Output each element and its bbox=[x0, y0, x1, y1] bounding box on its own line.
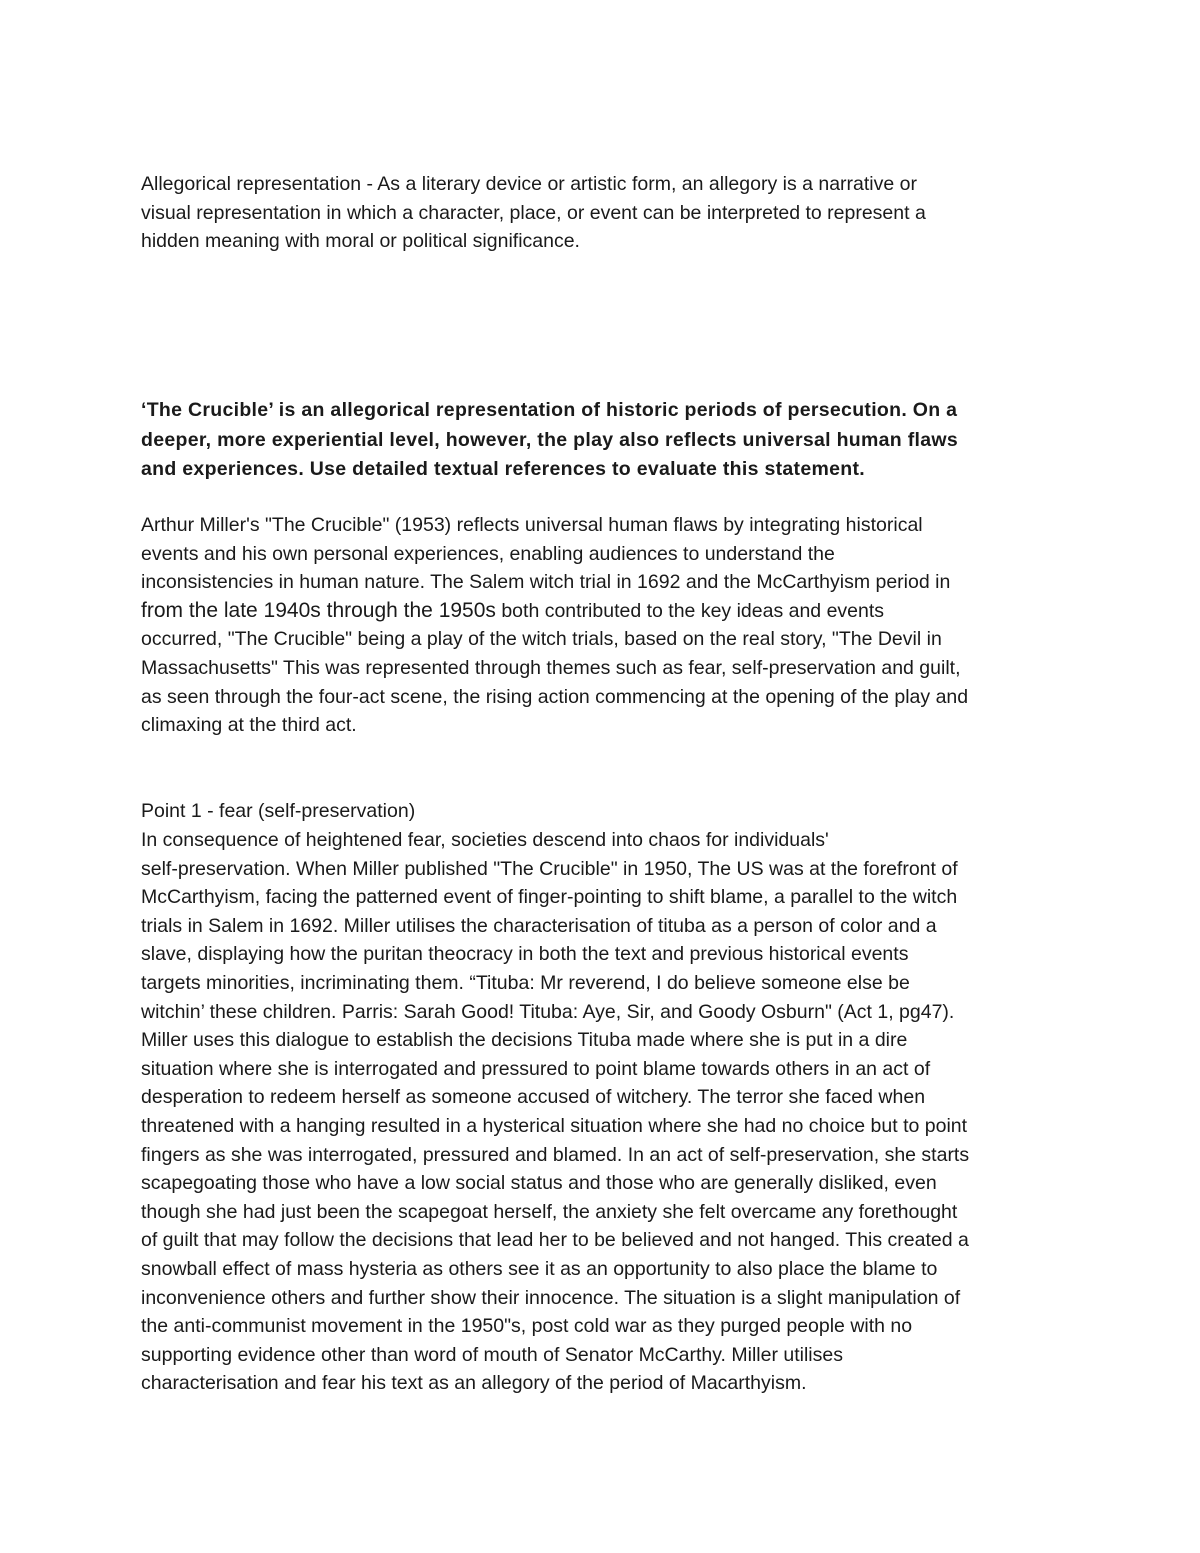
text-line: situation where she is interrogated and pressured to point blame towards others in an act of bbox=[141, 1057, 931, 1080]
text-line: climaxing at the third act. bbox=[141, 714, 357, 737]
text-line: hidden meaning with moral or political significance. bbox=[141, 230, 580, 253]
text-line: Miller uses this dialogue to establish the decisions Tituba made where she is put in a dire bbox=[141, 1029, 908, 1052]
text-line: Arthur Miller's "The Crucible" (1953) reflects universal human flaws by integrating historical bbox=[141, 514, 923, 536]
text-line: inconsistencies in human nature. The Salem witch trial in 1692 and the McCarthyism period in bbox=[141, 571, 951, 594]
text-line: characterisation and fear his text as an allegory of the period of Macarthyism. bbox=[141, 1372, 807, 1395]
text-line: witchin’ these children. Parris: Sarah Good! Tituba: Aye, Sir, and Goody Osburn" (Act 1, pg47). bbox=[141, 1000, 955, 1023]
text-line: the anti-communist movement in the 1950"s, post cold war as they purged people with no bbox=[141, 1315, 913, 1338]
text-line: targets minorities, incriminating them. “Tituba: Mr reverend, I do believe someone else be bbox=[141, 971, 910, 994]
text-line: events and his own personal experiences, enabling audiences to understand the bbox=[141, 542, 835, 565]
text-line: Massachusetts" This was represented through themes such as fear, self-preservation and guilt, bbox=[141, 656, 961, 679]
text-line: occurred, "The Crucible" being a play of the witch trials, based on the real story, "The Devil in bbox=[141, 628, 942, 651]
text-line: deeper, more experiential level, however, the play also reflects universal human flaws bbox=[141, 428, 958, 451]
text-line: as seen through the four-act scene, the rising action commencing at the opening of the play and bbox=[141, 685, 969, 708]
text-line: slave, displaying how the puritan theocracy in both the text and previous historical events bbox=[141, 943, 909, 966]
point-body-paragraph bbox=[141, 826, 1071, 1398]
text-line: McCarthyism, facing the patterned event of finger-pointing to shift blame, a parallel to the witch bbox=[141, 886, 958, 909]
text-line: supporting evidence other than word of mouth of Senator McCarthy. Miller utilises bbox=[141, 1343, 843, 1366]
text-line: In consequence of heightened fear, societies descend into chaos for individuals' bbox=[141, 829, 829, 851]
text-line: trials in Salem in 1692. Miller utilises the characterisation of tituba as a person of color and a bbox=[141, 914, 937, 937]
text-line: snowball effect of mass hysteria as others see it as an opportunity to also place the blame to bbox=[141, 1257, 938, 1280]
text-line: self-preservation. When Miller published "The Crucible" in 1950, The US was at the forefront of bbox=[141, 857, 958, 880]
point-heading bbox=[141, 797, 1071, 826]
text-line: fingers as she was interrogated, pressured and blamed. In an act of self-preservation, she starts bbox=[141, 1143, 970, 1166]
text-line: inconvenience others and further show their innocence. The situation is a slight manipulation of bbox=[141, 1286, 961, 1309]
text-line: desperation to redeem herself as someone accused of witchery. The terror she faced when bbox=[141, 1086, 926, 1109]
text-line bbox=[141, 597, 1071, 626]
definition-paragraph bbox=[141, 170, 1071, 256]
larger-text-run: from the late 1940s through the 1950s bbox=[141, 598, 496, 622]
text-line: visual representation in which a character, place, or event can be interpreted to represent a bbox=[141, 201, 926, 224]
text-run: both contributed to the key ideas and events bbox=[495, 599, 885, 622]
text-line: Point 1 - fear (self-preservation) bbox=[141, 800, 416, 822]
essay-question bbox=[141, 396, 1071, 485]
introduction-paragraph bbox=[141, 511, 1071, 740]
text-line: ‘The Crucible’ is an allegorical representation of historic periods of persecution. On a bbox=[141, 399, 958, 421]
text-line: though she had just been the scapegoat herself, the anxiety she felt overcame any forethought bbox=[141, 1200, 958, 1223]
text-line: and experiences. Use detailed textual references to evaluate this statement. bbox=[141, 458, 865, 480]
text-line: threatened with a hanging resulted in a hysterical situation where she had no choice but to point bbox=[141, 1114, 968, 1137]
text-line: scapegoating those who have a low social status and those who are generally disliked, even bbox=[141, 1172, 937, 1195]
text-line: Allegorical representation - As a literary device or artistic form, an allegory is a narrative or bbox=[141, 173, 917, 195]
text-line: of guilt that may follow the decisions that lead her to be believed and not hanged. This created a bbox=[141, 1229, 969, 1252]
